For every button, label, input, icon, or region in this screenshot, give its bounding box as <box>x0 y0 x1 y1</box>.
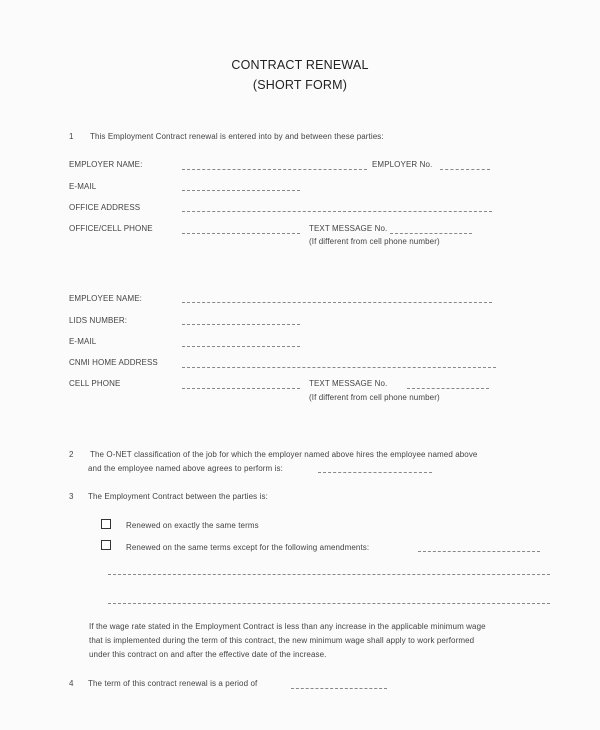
office-phone-field[interactable] <box>182 233 300 234</box>
employee-text-message-note: (If different from cell phone number) <box>309 393 440 402</box>
amended-terms-checkbox[interactable] <box>101 540 111 550</box>
office-address-label: OFFICE ADDRESS <box>69 203 141 212</box>
section-1-intro: This Employment Contract renewal is entered into by and between these parties: <box>90 132 384 141</box>
document-title: CONTRACT RENEWAL <box>231 58 369 72</box>
onet-classification-field[interactable] <box>318 472 432 473</box>
same-terms-label: Renewed on exactly the same terms <box>126 521 259 530</box>
office-phone-label: OFFICE/CELL PHONE <box>69 224 153 233</box>
employer-email-label: E-MAIL <box>69 182 97 191</box>
employer-no-field[interactable] <box>440 169 490 170</box>
section-3-intro: The Employment Contract between the parties is: <box>88 492 268 501</box>
same-terms-checkbox[interactable] <box>101 519 111 529</box>
employee-email-field[interactable] <box>182 346 300 347</box>
contract-term-text: The term of this contract renewal is a period of <box>88 679 258 688</box>
document-subtitle: (SHORT FORM) <box>252 78 348 92</box>
amendments-field-line-1[interactable] <box>108 574 550 575</box>
employee-email-label: E-MAIL <box>69 337 97 346</box>
office-address-field[interactable] <box>182 211 492 212</box>
employer-text-message-field[interactable] <box>390 233 472 234</box>
cell-phone-label: CELL PHONE <box>69 379 121 388</box>
amendments-field-inline[interactable] <box>418 551 540 552</box>
employer-text-message-note: (If different from cell phone number) <box>309 237 440 246</box>
employee-name-field[interactable] <box>182 302 492 303</box>
section-2-line-2: and the employee named above agrees to perform is: <box>88 464 283 473</box>
lids-number-label: LIDS NUMBER: <box>69 316 128 325</box>
employer-name-field[interactable] <box>182 169 367 170</box>
employer-no-label: EMPLOYER No. <box>372 160 433 169</box>
amended-terms-label: Renewed on the same terms except for the following amendments: <box>126 543 370 552</box>
lids-number-field[interactable] <box>182 324 300 325</box>
employee-text-message-field[interactable] <box>407 388 489 389</box>
employer-name-label: EMPLOYER NAME: <box>69 160 143 169</box>
section-2-number: 2 <box>69 450 74 459</box>
contract-term-field[interactable] <box>291 688 387 689</box>
section-3-number: 3 <box>69 492 74 501</box>
amendments-field-line-2[interactable] <box>108 603 550 604</box>
cell-phone-field[interactable] <box>182 388 300 389</box>
home-address-label: CNMI HOME ADDRESS <box>69 358 158 367</box>
section-4-number: 4 <box>69 679 74 688</box>
wage-clause-line-1: If the wage rate stated in the Employment Contract is less than any increase in the applicable minimum wage <box>89 622 486 631</box>
section-1-number: 1 <box>69 132 74 141</box>
employer-email-field[interactable] <box>182 190 300 191</box>
wage-clause-line-2: that is implemented during the term of this contract, the new minimum wage shall apply to work performed <box>89 636 475 645</box>
employee-name-label: EMPLOYEE NAME: <box>69 294 142 303</box>
employee-text-message-label: TEXT MESSAGE No. <box>309 379 388 388</box>
section-2-line-1: The O-NET classification of the job for which the employer named above hires the employee named above <box>90 450 478 459</box>
wage-clause-line-3: under this contract on and after the effective date of the increase. <box>89 650 327 659</box>
employer-text-message-label: TEXT MESSAGE No. <box>309 224 388 233</box>
home-address-field[interactable] <box>182 367 496 368</box>
